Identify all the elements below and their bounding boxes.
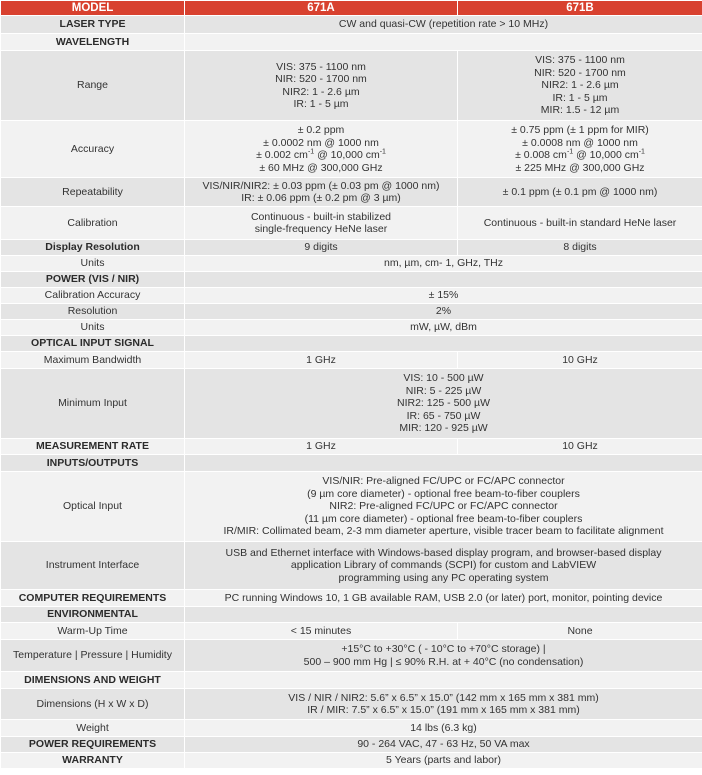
laser-type-row xyxy=(1,16,702,34)
header-671a: 671A xyxy=(185,1,458,16)
accuracy-b-ppm: ± 0.75 ppm (± 1 ppm for MIR) xyxy=(511,124,649,136)
repeatability-a-vis: VIS/NIR/NIR2: ± 0.03 ppm (± 0.03 pm @ 1000 nm) xyxy=(202,179,440,192)
accuracy-671b xyxy=(458,121,702,178)
measurement-rate-671b: 10 GHz xyxy=(458,439,702,455)
optical-input-label: Optical Input xyxy=(1,472,185,542)
wavelength-units-value: nm, µm, cm- 1, GHz, THz xyxy=(185,256,702,272)
accuracy-row xyxy=(1,121,702,178)
optical-input-row xyxy=(1,472,702,542)
repeatability-row xyxy=(1,178,702,207)
max-bandwidth-671a: 1 GHz xyxy=(185,352,458,369)
temperature-row xyxy=(1,640,702,672)
computer-requirements-label: COMPUTER REQUIREMENTS xyxy=(1,590,185,607)
instrument-interface-value: USB and Ethernet interface with Windows-based display program, and browser-based display application Library of commands (SCPI) for custom and LabVIEW programming using any PC operating system xyxy=(185,542,702,590)
warm-up-671b: None xyxy=(458,623,702,640)
range-671a xyxy=(185,51,458,121)
optical-input-signal-title: OPTICAL INPUT SIGNAL xyxy=(1,336,185,352)
warranty-label: WARRANTY xyxy=(1,753,185,769)
range-row xyxy=(1,51,702,121)
wavelength-units-label: Units xyxy=(1,256,185,272)
accuracy-a-mhz: ± 60 MHz @ 300,000 GHz xyxy=(259,161,383,174)
optical-input-signal-section-row xyxy=(1,336,702,352)
min-input-value: VIS: 10 - 500 µW NIR: 5 - 225 µW NIR2: 125 - 500 µW IR: 65 - 750 µW MIR: 120 - 925 µW xyxy=(185,369,702,439)
header-row xyxy=(1,1,702,16)
calibration-label: Calibration xyxy=(1,207,185,240)
optical-input-value: VIS/NIR: Pre-aligned FC/UPC or FC/APC connector (9 µm core diameter) - optional free beam-to-fiber couplers NIR2: Pre-aligned FC/UPC or FC/APC connector (11 µm core diameter) - optional free beam-to-fiber couplers IR/MIR: Collimated beam, 2-3 mm diameter aperture, visible tracer beam to facilitate alignment xyxy=(185,472,702,542)
range-a-nir2: NIR2: 1 - 2.6 µm xyxy=(282,85,360,98)
accuracy-a-wavenumber: ± 0.002 $cm^{-1}$ @ 10,000 $cm^{-1}$ xyxy=(256,148,386,161)
laser-type-value: CW and quasi-CW (repetition rate > 10 MHz) xyxy=(185,16,702,34)
accuracy-b-mhz: ± 225 MHz @ 300,000 GHz xyxy=(515,161,645,174)
display-resolution-671b: 8 digits xyxy=(458,240,702,256)
calibration-671a: Continuous - built-in stabilized single-frequency HeNe laser xyxy=(185,207,458,240)
weight-value: 14 lbs (6.3 kg) xyxy=(185,720,702,737)
warm-up-label: Warm-Up Time xyxy=(1,623,185,640)
dimensions-value: VIS / NIR / NIR2: 5.6” x 6.5” x 15.0” (142 mm x 165 mm x 381 mm) IR / MIR: 7.5” x 6.5” x 15.0” (191 mm x 165 mm x 381 mm) xyxy=(185,689,702,720)
power-resolution-label: Resolution xyxy=(1,304,185,320)
power-section-row xyxy=(1,272,702,288)
accuracy-label: Accuracy xyxy=(1,121,185,178)
wavelength-section-row xyxy=(1,34,702,51)
max-bandwidth-671b: 10 GHz xyxy=(458,352,702,369)
range-b-vis: VIS: 375 - 1100 nm xyxy=(535,54,625,67)
repeatability-671b: ± 0.1 ppm (± 0.1 pm @ 1000 nm) xyxy=(458,178,702,207)
min-input-label: Minimum Input xyxy=(1,369,185,439)
header-model: MODEL xyxy=(1,1,185,16)
range-b-ir: IR: 1 - 5 µm xyxy=(552,91,608,104)
measurement-rate-row xyxy=(1,439,702,455)
display-resolution-row xyxy=(1,240,702,256)
max-bandwidth-row xyxy=(1,352,702,369)
computer-requirements-row xyxy=(1,590,702,607)
measurement-rate-label: MEASUREMENT RATE xyxy=(1,439,185,455)
laser-type-label: LASER TYPE xyxy=(1,16,185,34)
power-units-value: mW, µW, dBm xyxy=(185,320,702,336)
weight-label: Weight xyxy=(1,720,185,737)
accuracy-a-nm: ± 0.0002 nm @ 1000 nm xyxy=(263,136,379,149)
repeatability-671a xyxy=(185,178,458,207)
weight-row xyxy=(1,720,702,737)
warranty-value: 5 Years (parts and labor) xyxy=(185,753,702,769)
wavelength-title: WAVELENGTH xyxy=(1,34,185,51)
min-input-row xyxy=(1,369,702,439)
calibration-accuracy-value: ± 15% xyxy=(185,288,702,304)
temperature-value: +15°C to +30°C ( - 10°C to +70°C storage) | 500 – 900 mm Hg | ≤ 90% R.H. at + 40°C (no condensation) xyxy=(185,640,702,672)
range-b-mir: MIR: 1.5 - 12 µm xyxy=(540,104,620,117)
range-b-nir2: NIR2: 1 - 2.6 µm xyxy=(541,79,619,92)
power-title: POWER (VIS / NIR) xyxy=(1,272,185,288)
power-units-label: Units xyxy=(1,320,185,336)
wavelength-units-row xyxy=(1,256,702,272)
accuracy-b-wavenumber: ± 0.008 $cm^{-1}$ @ 10,000 $cm^{-1}$ xyxy=(515,148,645,161)
repeatability-a-ir: IR: ± 0.06 ppm (± 0.2 pm @ 3 µm) xyxy=(241,192,401,204)
dimensions-label: Dimensions (H x W x D) xyxy=(1,689,185,720)
environmental-section-row xyxy=(1,607,702,623)
temperature-label: Temperature | Pressure | Humidity xyxy=(1,640,185,672)
dimensions-row xyxy=(1,689,702,720)
range-a-ir: IR: 1 - 5 µm xyxy=(293,98,349,110)
power-requirements-label: POWER REQUIREMENTS xyxy=(1,737,185,753)
power-requirements-row xyxy=(1,737,702,753)
range-a-nir: NIR: 520 - 1700 nm xyxy=(275,73,367,85)
environmental-title: ENVIRONMENTAL xyxy=(1,607,185,623)
inputs-outputs-title: INPUTS/OUTPUTS xyxy=(1,455,185,472)
range-671b xyxy=(458,51,702,121)
calibration-accuracy-row xyxy=(1,288,702,304)
calibration-accuracy-label: Calibration Accuracy xyxy=(1,288,185,304)
instrument-interface-row xyxy=(1,542,702,590)
repeatability-label: Repeatability xyxy=(1,178,185,207)
dimensions-weight-title: DIMENSIONS AND WEIGHT xyxy=(1,672,185,689)
computer-requirements-value: PC running Windows 10, 1 GB available RAM, USB 2.0 (or later) port, monitor, pointing device xyxy=(185,590,702,607)
header-671b: 671B xyxy=(458,1,702,16)
warm-up-671a: < 15 minutes xyxy=(185,623,458,640)
measurement-rate-671a: 1 GHz xyxy=(185,439,458,455)
accuracy-a-ppm: ± 0.2 ppm xyxy=(297,124,345,136)
range-b-nir: NIR: 520 - 1700 nm xyxy=(534,66,626,79)
accuracy-b-nm: ± 0.0008 nm @ 1000 nm xyxy=(522,136,638,149)
range-label: Range xyxy=(1,51,185,121)
calibration-671b: Continuous - built-in standard HeNe laser xyxy=(458,207,702,240)
power-units-row xyxy=(1,320,702,336)
dimensions-weight-section-row xyxy=(1,672,702,689)
warm-up-row xyxy=(1,623,702,640)
display-resolution-label: Display Resolution xyxy=(1,240,185,256)
instrument-interface-label: Instrument Interface xyxy=(1,542,185,590)
accuracy-671a xyxy=(185,121,458,178)
display-resolution-671a: 9 digits xyxy=(185,240,458,256)
power-resolution-value: 2% xyxy=(185,304,702,320)
power-requirements-value: 90 - 264 VAC, 47 - 63 Hz, 50 VA max xyxy=(185,737,702,753)
power-resolution-row xyxy=(1,304,702,320)
warranty-row xyxy=(1,753,702,769)
range-a-vis: VIS: 375 - 1100 nm xyxy=(276,60,366,73)
max-bandwidth-label: Maximum Bandwidth xyxy=(1,352,185,369)
calibration-row xyxy=(1,207,702,240)
inputs-outputs-section-row xyxy=(1,455,702,472)
